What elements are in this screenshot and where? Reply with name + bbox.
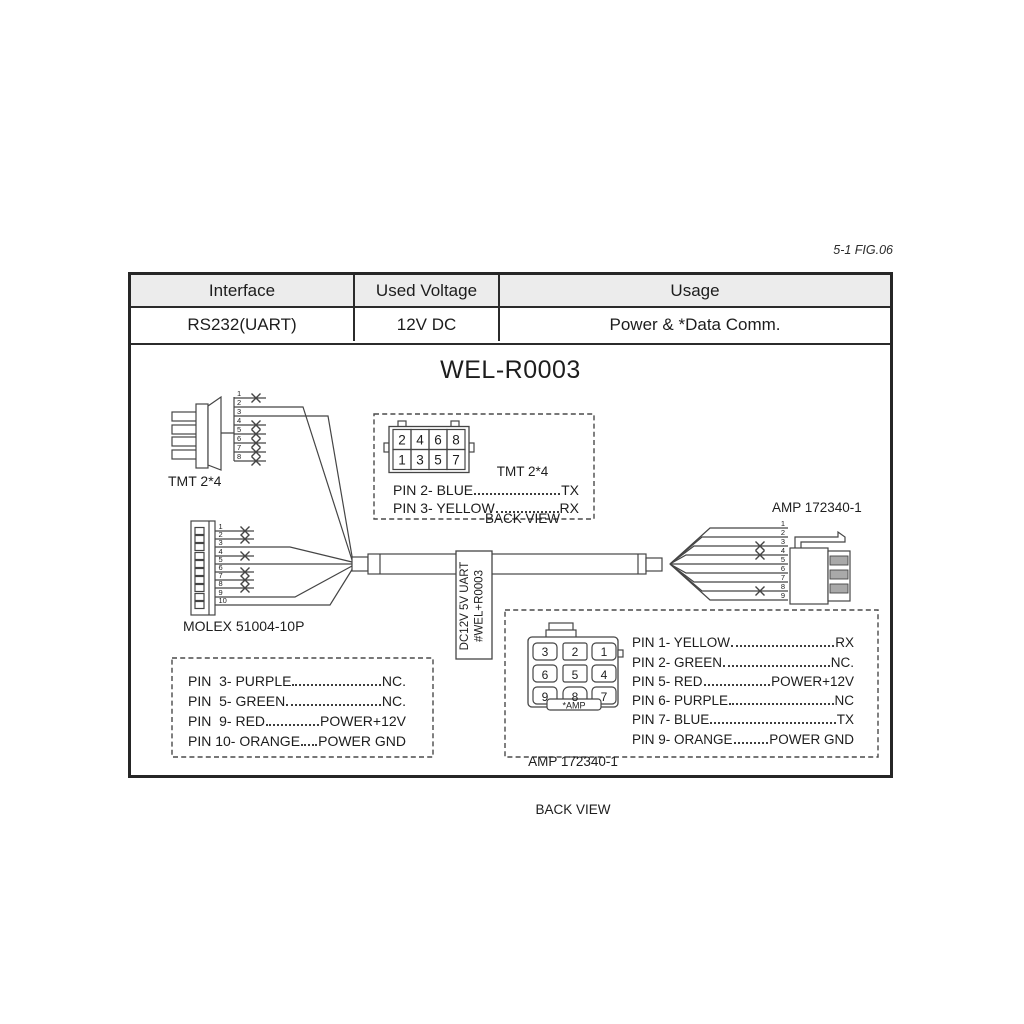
pin-note-signal: NC. — [830, 654, 854, 670]
svg-text:8: 8 — [452, 432, 460, 448]
pin-note-label: PIN 10- ORANGE — [188, 733, 301, 749]
spec-header-voltage: Used Voltage — [355, 275, 500, 308]
svg-text:1: 1 — [780, 519, 785, 528]
svg-text:4: 4 — [780, 546, 785, 555]
pin-note-label: PIN 2- GREEN — [632, 654, 723, 670]
pin-note — [393, 498, 579, 517]
svg-text:5: 5 — [780, 555, 785, 564]
svg-text:7: 7 — [452, 452, 460, 468]
dotted-leader — [710, 722, 835, 724]
molex-connector-glyph — [191, 521, 353, 615]
dotted-leader — [292, 684, 380, 686]
dotted-leader — [729, 703, 833, 705]
pin-note-signal: TX — [836, 712, 854, 728]
pin-note — [632, 689, 854, 708]
dotted-leader — [301, 744, 317, 746]
svg-text:6: 6 — [780, 564, 785, 573]
svg-text:3: 3 — [780, 537, 785, 546]
tmt-back-view-view: BACK VIEW — [484, 510, 560, 526]
tmt-pin-notes — [393, 479, 579, 516]
molex-wire-pin3 — [215, 547, 352, 562]
svg-text:6: 6 — [237, 434, 242, 443]
svg-text:6: 6 — [541, 668, 549, 682]
pin-note — [632, 650, 854, 669]
svg-text:1: 1 — [600, 645, 608, 659]
diagram-frame — [128, 272, 893, 817]
svg-text:4: 4 — [218, 547, 223, 556]
spec-value-voltage: 12V DC — [355, 308, 500, 341]
svg-text:9: 9 — [541, 690, 549, 704]
svg-text:9: 9 — [780, 591, 785, 600]
spec-table — [131, 275, 890, 345]
pin-note-signal: TX — [561, 481, 579, 498]
svg-text:4: 4 — [416, 432, 424, 448]
dotted-leader — [734, 742, 769, 744]
svg-text:6: 6 — [218, 563, 223, 572]
pin-note-signal: POWER+12V — [771, 673, 854, 689]
pin-note — [393, 479, 579, 498]
pin-note-label: PIN 1- YELLOW — [632, 635, 731, 651]
tmt-cut-marks — [252, 394, 261, 466]
amp-back-view-title — [513, 722, 633, 850]
pin-note-label: PIN 2- BLUE — [393, 481, 474, 498]
amp-latch — [795, 532, 845, 548]
svg-text:1: 1 — [218, 522, 223, 531]
svg-text:5: 5 — [218, 555, 223, 564]
svg-text:3: 3 — [541, 645, 549, 659]
pin-note — [632, 631, 854, 650]
svg-text:3: 3 — [416, 452, 424, 468]
svg-text:2: 2 — [237, 398, 242, 407]
amp-brand-text: *AMP — [562, 700, 586, 711]
svg-text:3: 3 — [237, 407, 242, 416]
pin-note — [632, 670, 854, 689]
dotted-leader — [474, 493, 560, 495]
svg-text:2: 2 — [571, 645, 579, 659]
tmt-connector-label: TMT 2*4 — [168, 473, 222, 489]
svg-text:#WEL+R0003: #WEL+R0003 — [473, 570, 486, 642]
pin-note-label: PIN 9- ORANGE — [632, 731, 733, 747]
svg-text:9: 9 — [218, 588, 223, 597]
pin-note — [188, 689, 406, 709]
spec-value-usage: Power & *Data Comm. — [609, 314, 781, 334]
svg-text:1: 1 — [237, 389, 242, 398]
svg-text:3: 3 — [218, 538, 223, 547]
pin-note-label: PIN 5- RED — [632, 673, 703, 689]
spec-value-interface: RS232(UART) — [131, 308, 355, 341]
molex-pin-notes — [188, 669, 406, 749]
figure-reference: 5-1 FIG.06 — [833, 243, 893, 257]
amp-connector-glyph — [670, 528, 850, 604]
pin-note-label: PIN 3- PURPLE — [188, 673, 292, 689]
cable-model-title: WEL-R0003 — [440, 356, 581, 384]
pin-note — [632, 708, 854, 727]
spec-header-usage: Usage — [500, 275, 890, 308]
pin-note-label: PIN 9- RED — [188, 713, 266, 729]
svg-text:10: 10 — [218, 596, 227, 605]
molex-wire-pin9 — [215, 566, 352, 597]
svg-text:2: 2 — [218, 530, 223, 539]
pin-note-signal: NC — [834, 693, 854, 709]
dotted-leader — [704, 684, 771, 686]
svg-text:4: 4 — [600, 668, 608, 682]
svg-text:5: 5 — [571, 668, 579, 682]
pin-note-signal: RX — [559, 500, 579, 516]
svg-text:4: 4 — [237, 416, 242, 425]
spec-header-interface: Interface — [131, 275, 355, 308]
svg-text:5: 5 — [434, 452, 442, 468]
pin-note-signal: NC. — [381, 693, 406, 709]
dotted-leader — [723, 665, 830, 667]
amp-pin-numbers — [781, 519, 785, 600]
svg-text:7: 7 — [237, 443, 242, 452]
svg-text:1: 1 — [398, 452, 406, 468]
pin-note-label: PIN 6- PURPLE — [632, 693, 729, 709]
dotted-leader — [496, 511, 559, 513]
molex-cut-marks — [241, 527, 250, 593]
amp-cut-marks — [756, 542, 765, 596]
pin-note-signal: POWER+12V — [320, 713, 406, 729]
pin-note — [188, 709, 406, 729]
svg-text:2: 2 — [398, 432, 406, 448]
dotted-leader — [286, 704, 381, 706]
svg-text:7: 7 — [600, 690, 608, 704]
svg-text:5: 5 — [237, 425, 242, 434]
pin-note-label: PIN 5- GREEN — [188, 693, 286, 709]
pin-note — [188, 669, 406, 689]
pin-note-signal: POWER GND — [769, 731, 854, 747]
amp-pin-notes — [632, 631, 854, 747]
svg-text:7: 7 — [218, 571, 223, 580]
pin-note-signal: RX — [835, 635, 854, 651]
pin-note-signal: POWER GND — [318, 733, 406, 749]
svg-text:8: 8 — [780, 582, 785, 591]
svg-text:DC12V 5V UART: DC12V 5V UART — [459, 561, 471, 651]
amp-connector-label: AMP 172340-1 — [772, 500, 862, 515]
pin-note-signal: NC. — [381, 673, 406, 689]
pin-note — [188, 729, 406, 749]
pin-note-label: PIN 3- YELLOW — [393, 500, 495, 516]
molex-wire-pin10 — [215, 568, 353, 605]
pin-note — [632, 727, 854, 746]
tmt-back-view-name: TMT 2*4 — [496, 464, 549, 479]
dotted-leader — [731, 645, 834, 647]
molex-connector-label: MOLEX 51004-10P — [183, 618, 305, 634]
amp-back-view-view: BACK VIEW — [535, 802, 611, 817]
svg-text:8: 8 — [237, 452, 242, 461]
svg-text:6: 6 — [434, 432, 442, 448]
tmt-pin-numbers — [237, 389, 241, 461]
pin-note-label: PIN 7- BLUE — [632, 712, 710, 728]
svg-text:8: 8 — [571, 690, 579, 704]
amp-back-view-name: AMP 172340-1 — [528, 754, 618, 769]
svg-text:2: 2 — [780, 528, 785, 537]
svg-text:8: 8 — [218, 579, 223, 588]
svg-text:7: 7 — [780, 573, 785, 582]
dotted-leader — [266, 724, 319, 726]
